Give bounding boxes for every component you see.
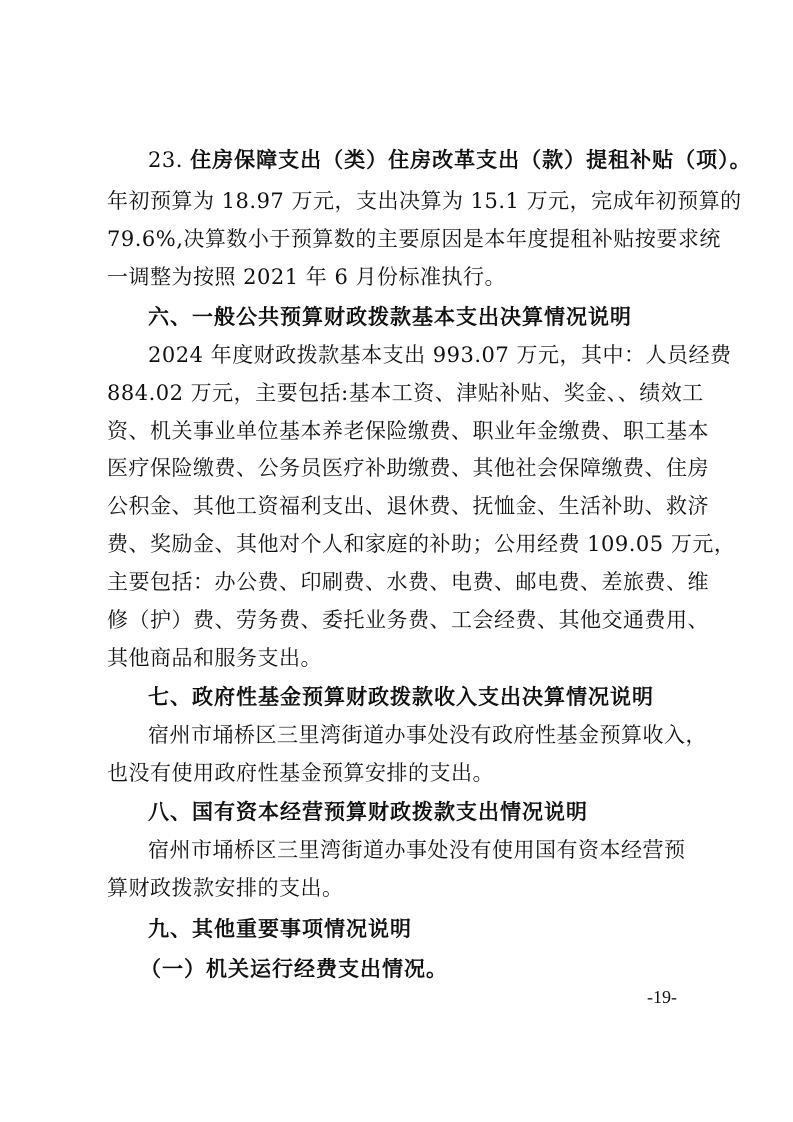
paragraph-line: 884.02 万元，主要包括:基本工资、津贴补贴、奖金、、绩效工	[107, 381, 704, 405]
paragraph-line: 公积金、其他工资福利支出、退休费、抚恤金、生活补助、救济	[107, 494, 709, 518]
section-23-title: 住房保障支出（类）住房改革支出（款）提租补贴（项）。	[190, 148, 752, 172]
paragraph-line: 年初预算为 18.97 万元，支出决算为 15.1 万元，完成年初预算的	[107, 189, 742, 213]
paragraph-line: 资、机关事业单位基本养老保险缴费、职业年金缴费、职工基本	[107, 419, 709, 443]
section-9-subheading: （一）机关运行经费支出情况。	[140, 957, 448, 981]
page-number: -19-	[647, 987, 677, 1007]
paragraph-line: 算财政拨款安排的支出。	[107, 876, 344, 900]
paragraph-line: 2024 年度财政拨款基本支出 993.07 万元，其中：人员经费	[148, 343, 732, 367]
section-6-heading: 六、一般公共预算财政拨款基本支出决算情况说明	[148, 305, 632, 329]
paragraph-line: 宿州市埇桥区三里湾街道办事处没有使用国有资本经营预	[148, 838, 686, 862]
section-8-heading: 八、国有资本经营预算财政拨款支出情况说明	[148, 800, 588, 824]
section-23-number: 23.	[148, 148, 191, 172]
paragraph-line: 一调整为按照 2021 年 6 月份标准执行。	[107, 265, 507, 289]
paragraph-line: 其他商品和服务支出。	[107, 646, 322, 670]
section-23-heading	[148, 145, 752, 175]
section-9-heading: 九、其他重要事项情况说明	[148, 917, 412, 941]
paragraph-line: 也没有使用政府性基金预算安排的支出。	[107, 761, 494, 785]
paragraph-line: 主要包括：办公费、印刷费、水费、电费、邮电费、差旅费、维	[107, 570, 709, 594]
paragraph-line: 79.6%,决算数小于预算数的主要原因是本年度提租补贴按要求统	[107, 227, 721, 251]
paragraph-line: 医疗保险缴费、公务员医疗补助缴费、其他社会保障缴费、住房	[107, 456, 709, 480]
paragraph-line: 费、奖励金、其他对个人和家庭的补助；公用经费 109.05 万元，	[107, 532, 736, 556]
section-7-heading: 七、政府性基金预算财政拨款收入支出决算情况说明	[148, 685, 654, 709]
paragraph-line: 宿州市埇桥区三里湾街道办事处没有政府性基金预算收入，	[148, 723, 707, 747]
paragraph-line: 修（护）费、劳务费、委托业务费、工会经费、其他交通费用、	[107, 608, 709, 632]
